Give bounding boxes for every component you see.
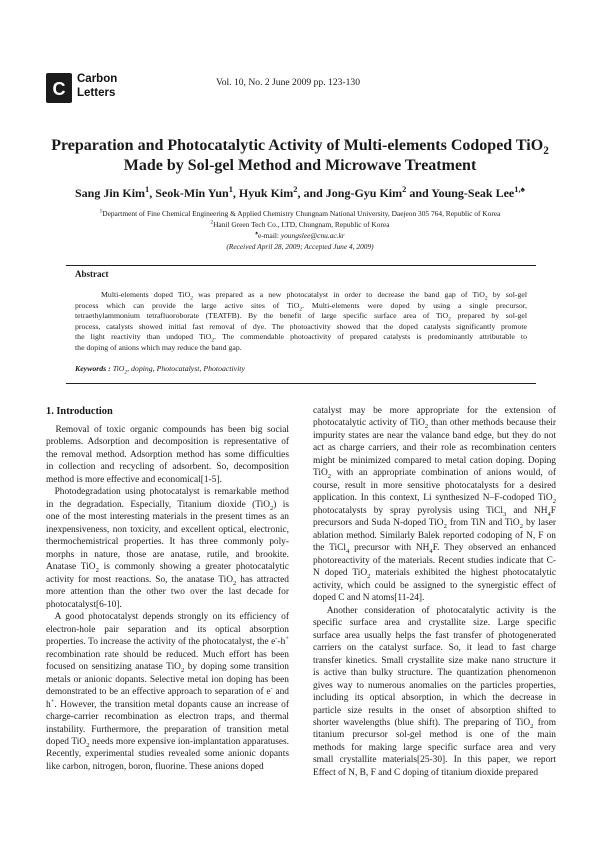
received-dates: (Received April 28, 2009; Accepted June 4, 2009) xyxy=(226,242,374,251)
text-line: N doped TiO$_2$ materials exhibited the highest photocatalytic xyxy=(313,568,556,581)
text-line: recombination rate should be reduced. Much effort has been xyxy=(46,649,289,660)
text-line: metals or anionic dopants. Selective metal ion doping has been xyxy=(46,674,289,685)
text-line: is active than bulky structure. The quantization phenomenon xyxy=(313,668,556,679)
text-line: Effect of N, B, F and C doping of titanium dioxide prepared xyxy=(313,767,539,778)
text-line: properties. To increase the activity of the photocatalyst, the e--h+ xyxy=(46,635,289,648)
corresponding-email: ♠e-mail: youngslee@cnu.ac.kr xyxy=(255,230,345,240)
text-line: Removal of toxic organic compounds has been big social xyxy=(46,425,289,435)
text-line: methods for making large specific surface area and very xyxy=(313,742,556,753)
text-line: shorter wavelengths (blue shift). The preparing of TiO$_2$ from xyxy=(313,718,556,730)
abstract-bottom-rule xyxy=(66,383,536,384)
text-line: method is more effective and economical[1-5]. xyxy=(46,474,222,485)
paper-title-line: Preparation and Photocatalytic Activity of Multi-elements Codoped TiO$_2$ xyxy=(51,137,549,158)
text-line: A good photocatalyst depends strongly on its efficiency of xyxy=(46,612,289,623)
keywords xyxy=(75,364,245,376)
section-heading: 1. Introduction xyxy=(46,406,113,417)
carbon-letters-logo-icon xyxy=(46,73,72,103)
affiliation: $^1$Department of Fine Chemical Engineering & Applied Chemistry Chungnam National University, Daejeon 305 764, Republic of Korea xyxy=(99,208,501,218)
text-line: like carbon, nitrogen, boron, fluorine. These anions doped xyxy=(46,761,264,772)
text-line: process, catalysts showed initial fast removal of dye. The photoactivity showed that the doped catalysts significantly promote xyxy=(75,321,527,331)
text-line: transfer kinetics. Small crystallite size make nano structure it xyxy=(313,655,556,666)
journal-logo xyxy=(46,72,146,104)
abstract-top-rule xyxy=(66,265,536,266)
text-line: electron-hole pair separation and its optical absorption xyxy=(46,624,289,635)
text-line: gives way to numerous anomalies on the particles properties, xyxy=(313,680,556,691)
text-line: doped TiO$_2$ needs more expensive ion-implantation apparatuses. xyxy=(46,737,289,749)
text-line: application. In this context, Li synthesized N–F-codoped TiO$_2$ xyxy=(313,493,556,506)
paper-title-line: Made by Sol-gel Method and Microwave Treatment xyxy=(123,157,477,174)
text-line: demonstrated to be an effective approach to separation of e- and xyxy=(46,684,289,698)
text-line: inexpensiveness, non toxicity, and excellent optical, electronic, xyxy=(46,524,289,535)
text-line: doped C and N atoms[11-24]. xyxy=(313,593,425,604)
text-line: Recently, experimental studies revealed some anionic dopants xyxy=(46,749,289,760)
text-line: the doping of anions which may reduce the band gap. xyxy=(75,342,242,352)
text-line: act as charge carriers, and their role as recombination centers xyxy=(313,443,556,454)
text-line: impurity states are near the valance band edge, but they do not xyxy=(313,430,556,441)
text-line: Anatase TiO$_2$ is commonly showing a greater photocatalytic xyxy=(46,562,290,575)
text-line: might be minimized compared to metal cation doping. Doping xyxy=(313,455,556,466)
text-line: photocatalyst[6-10]. xyxy=(46,599,122,610)
text-line: titanium precursor sol-gel method is one of the main xyxy=(313,730,556,741)
text-line: thermochemistrical properties. It has three commonly poly- xyxy=(46,537,289,548)
keywords-list: TiO$_2$, doping, Photocatalyst, Photoactivity xyxy=(112,364,245,376)
text-line: TiO$_2$ with an appropriate combination of anions would, of xyxy=(313,468,556,481)
text-line: the light reactivity than undoped TiO$_2$. The commendable photoactivity of prepared catalysts is predominantly attributable to xyxy=(75,332,527,344)
text-line: h+. However, the transition metal dopants cause an increase of xyxy=(46,697,289,710)
abstract-heading: Abstract xyxy=(75,269,109,279)
text-line: precursors and Suda N-doped TiO$_2$ from TiN and TiO$_2$ by laser xyxy=(313,518,556,531)
text-line: in the degradation. Especially, Titanium dioxide (TiO$_2$) is xyxy=(46,499,290,512)
svg-text:C: C xyxy=(52,79,66,99)
text-line: photocatalysts by spray pyrolysis using TiCl$_3$ and $NH_4F$ xyxy=(313,505,557,518)
text-line: specific surface area and crystallite size. Large specific xyxy=(313,618,556,629)
text-line: problems. Adsorption and decomposition is representative of xyxy=(46,437,289,448)
text-line: in collection and recycling of adsorbent. So, decomposition xyxy=(46,462,289,473)
text-line: catalyst may be more appropriate for the extension of xyxy=(313,406,556,416)
text-line: activity for most reactions. So, the anatase TiO$_2$ has attracted xyxy=(46,574,289,587)
text-line: course, result in more sensitive photocatalysts for a desired xyxy=(313,480,556,491)
text-line: instability. Furthermore, the preparation of transition metal xyxy=(46,724,289,735)
text-line: more attention than the other two over the last decade for xyxy=(46,587,289,598)
text-line: the TiCl$_4$ precursor with $NH_4F$. They observed an enhanced xyxy=(313,543,556,556)
keywords-label: Keywords : xyxy=(75,364,111,373)
text-line: carriers on the catalyst surface. So, it lead to fast charge xyxy=(313,643,556,654)
author-list: Sang Jin Kim$^1$, Seok-Min Yun$^1$, Hyuk Kim$^2$, and Jong-Gyu Kim$^2$ and Young-Seak Lee$^{1,♠}$ xyxy=(75,185,525,200)
text-line: including its optical absorption, in which the decrease in xyxy=(313,693,556,704)
text-line: surface area usually helps the fast transfer of photogenerated xyxy=(313,630,556,641)
text-line: focused on sensitizing anatase TiO$_2$ by doping some transition xyxy=(46,662,289,674)
text-line: activity, which could be assigned to the synergistic effect of xyxy=(313,580,556,591)
text-line: particle size results in the onset of absorption shifted to xyxy=(313,705,556,716)
text-line: one of the most interesting materials in the present times as an xyxy=(46,512,289,523)
text-line: small crystallite materials[25-30]. In this paper, we report xyxy=(313,755,556,766)
journal-name: Carbon Letters xyxy=(77,73,118,99)
text-line: the removal method. Adsorption method has some difficulties xyxy=(46,449,289,460)
text-line: morphs in nature, those are anatase, rutile, and brookite. xyxy=(46,549,289,560)
affiliation: $^2$Hanil Green Tech Co., LTD, Chungnam, Republic of Korea xyxy=(210,219,390,229)
text-line: ablation method. Similarly Balek reported codoping of N, F on xyxy=(313,530,556,541)
journal-citation: Vol. 10, No. 2 June 2009 pp. 123-130 xyxy=(216,77,360,88)
text-line: charge-carrier recombination as electron traps, and thermal xyxy=(46,712,289,723)
text-line: process which can provide the large active sites of TiO$_2$. Multi-elements were doped by using a single precursor, xyxy=(75,300,527,313)
text-line: tetraethylammonium tetrafluoroborate (TEATFB). By the benefit of large specific surface area of TiO$_2$ prepared by sol-gel xyxy=(75,311,527,323)
text-line: Photodegradation using photocatalyst is remarkable method xyxy=(46,487,289,498)
text-line: Another consideration of photocatalytic activity is the xyxy=(313,605,556,616)
text-line: Multi-elements doped TiO$_2$ was prepared as a new photocatalyst in order to decrease the band gap of TiO$_2$ by sol-gel xyxy=(75,290,527,302)
text-line: photoreactivity of the materials. Recent studies indicate that C- xyxy=(313,555,556,566)
text-line: photocatalytic activity of TiO$_2$ than other methods because their xyxy=(313,418,556,431)
